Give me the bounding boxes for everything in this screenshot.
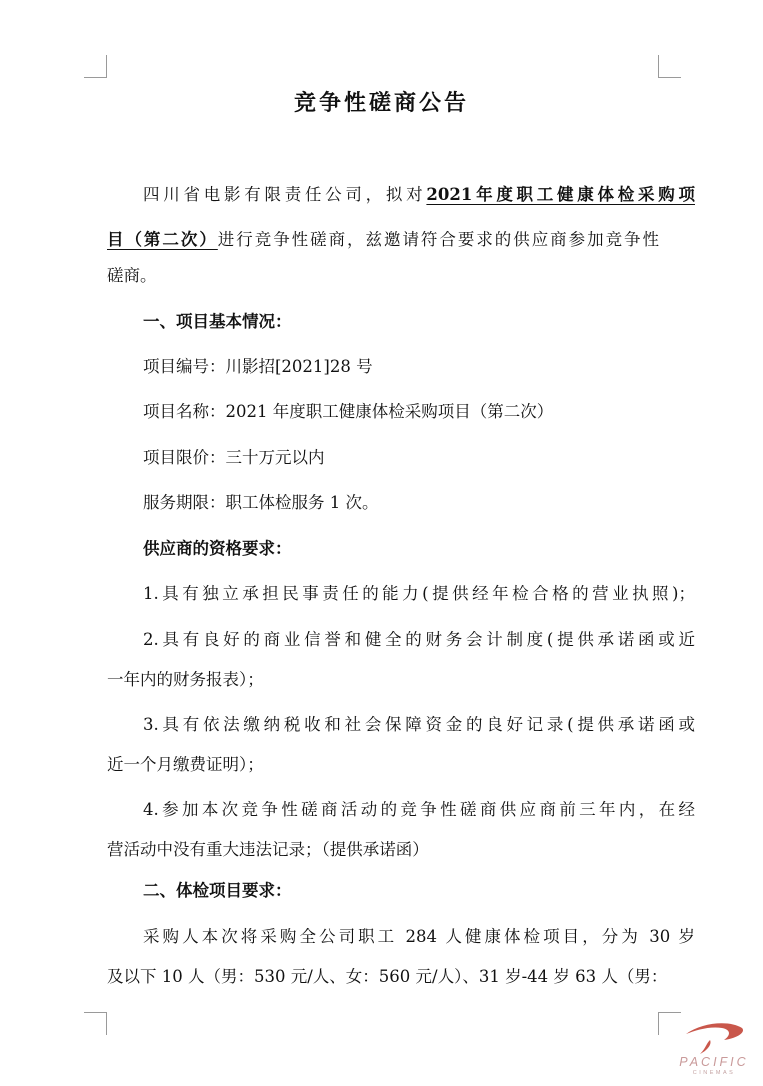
requirement-item-2-line-1: 2.具有良好的商业信誉和健全的财务会计制度(提供承诺函或近 (143, 630, 695, 649)
requirement-item-4-line-1: 4.参加本次竞争性磋商活动的竞争性磋商供应商前三年内，在经 (143, 800, 695, 819)
exam-paragraph-line-1: 采购人本次将采购全公司职工 284 人健康体检项目，分为 30 岁 (143, 927, 695, 946)
pacific-swoosh-icon (672, 1018, 756, 1058)
pacific-cinemas-logo (672, 1018, 756, 1080)
logo-subtitle: CINEMAS (692, 1070, 736, 1076)
document-title: 竞争性磋商公告 (293, 90, 469, 116)
intro-line-2 (107, 228, 659, 252)
exam-paragraph-line-2: 及以下 10 人（男：530 元/人、女：560 元/人）、31 岁-44 岁 63 人（男： (107, 967, 668, 986)
crop-mark-top-left (84, 55, 107, 78)
requirement-item-1: 1.具有独立承担民事责任的能力(提供经年检合格的营业执照)； (143, 584, 695, 603)
requirement-item-2-line-2: 一年内的财务报表）； (107, 670, 264, 689)
intro-line-3: 磋商。 (107, 266, 157, 285)
project-name: 项目名称：2021 年度职工健康体检采购项目（第二次） (143, 402, 554, 421)
requirement-item-3-line-2: 近一个月缴费证明）； (107, 755, 264, 774)
section-heading-basic-info: 一、项目基本情况： (143, 312, 292, 331)
service-period: 服务期限：职工体检服务 1 次。 (143, 493, 379, 512)
intro-suffix: 进行竞争性磋商，兹邀请符合要求的供应商参加竞争性 (217, 230, 660, 249)
project-price-limit: 项目限价：三十万元以内 (143, 448, 325, 467)
crop-mark-top-right (658, 55, 681, 78)
project-title-part-1: 2021年度职工健康体检采购项 (426, 185, 695, 204)
section-heading-exam-items: 二、体检项目要求： (143, 881, 292, 900)
requirement-item-4-line-2: 营活动中没有重大违法记录；（提供承诺函） (107, 840, 429, 859)
logo-wordmark: PACIFIC (679, 1055, 749, 1069)
intro-prefix: 四川省电影有限责任公司，拟对 (143, 185, 427, 204)
intro-line-1 (107, 183, 695, 207)
requirement-item-3-line-1: 3.具有依法缴纳税收和社会保障资金的良好记录(提供承诺函或 (143, 715, 695, 734)
project-number: 项目编号：川影招[2021]28 号 (143, 357, 373, 376)
crop-mark-bottom-left (84, 1012, 107, 1035)
section-heading-qualifications: 供应商的资格要求： (143, 539, 292, 558)
project-title-part-2: 目（第二次） (107, 230, 218, 249)
